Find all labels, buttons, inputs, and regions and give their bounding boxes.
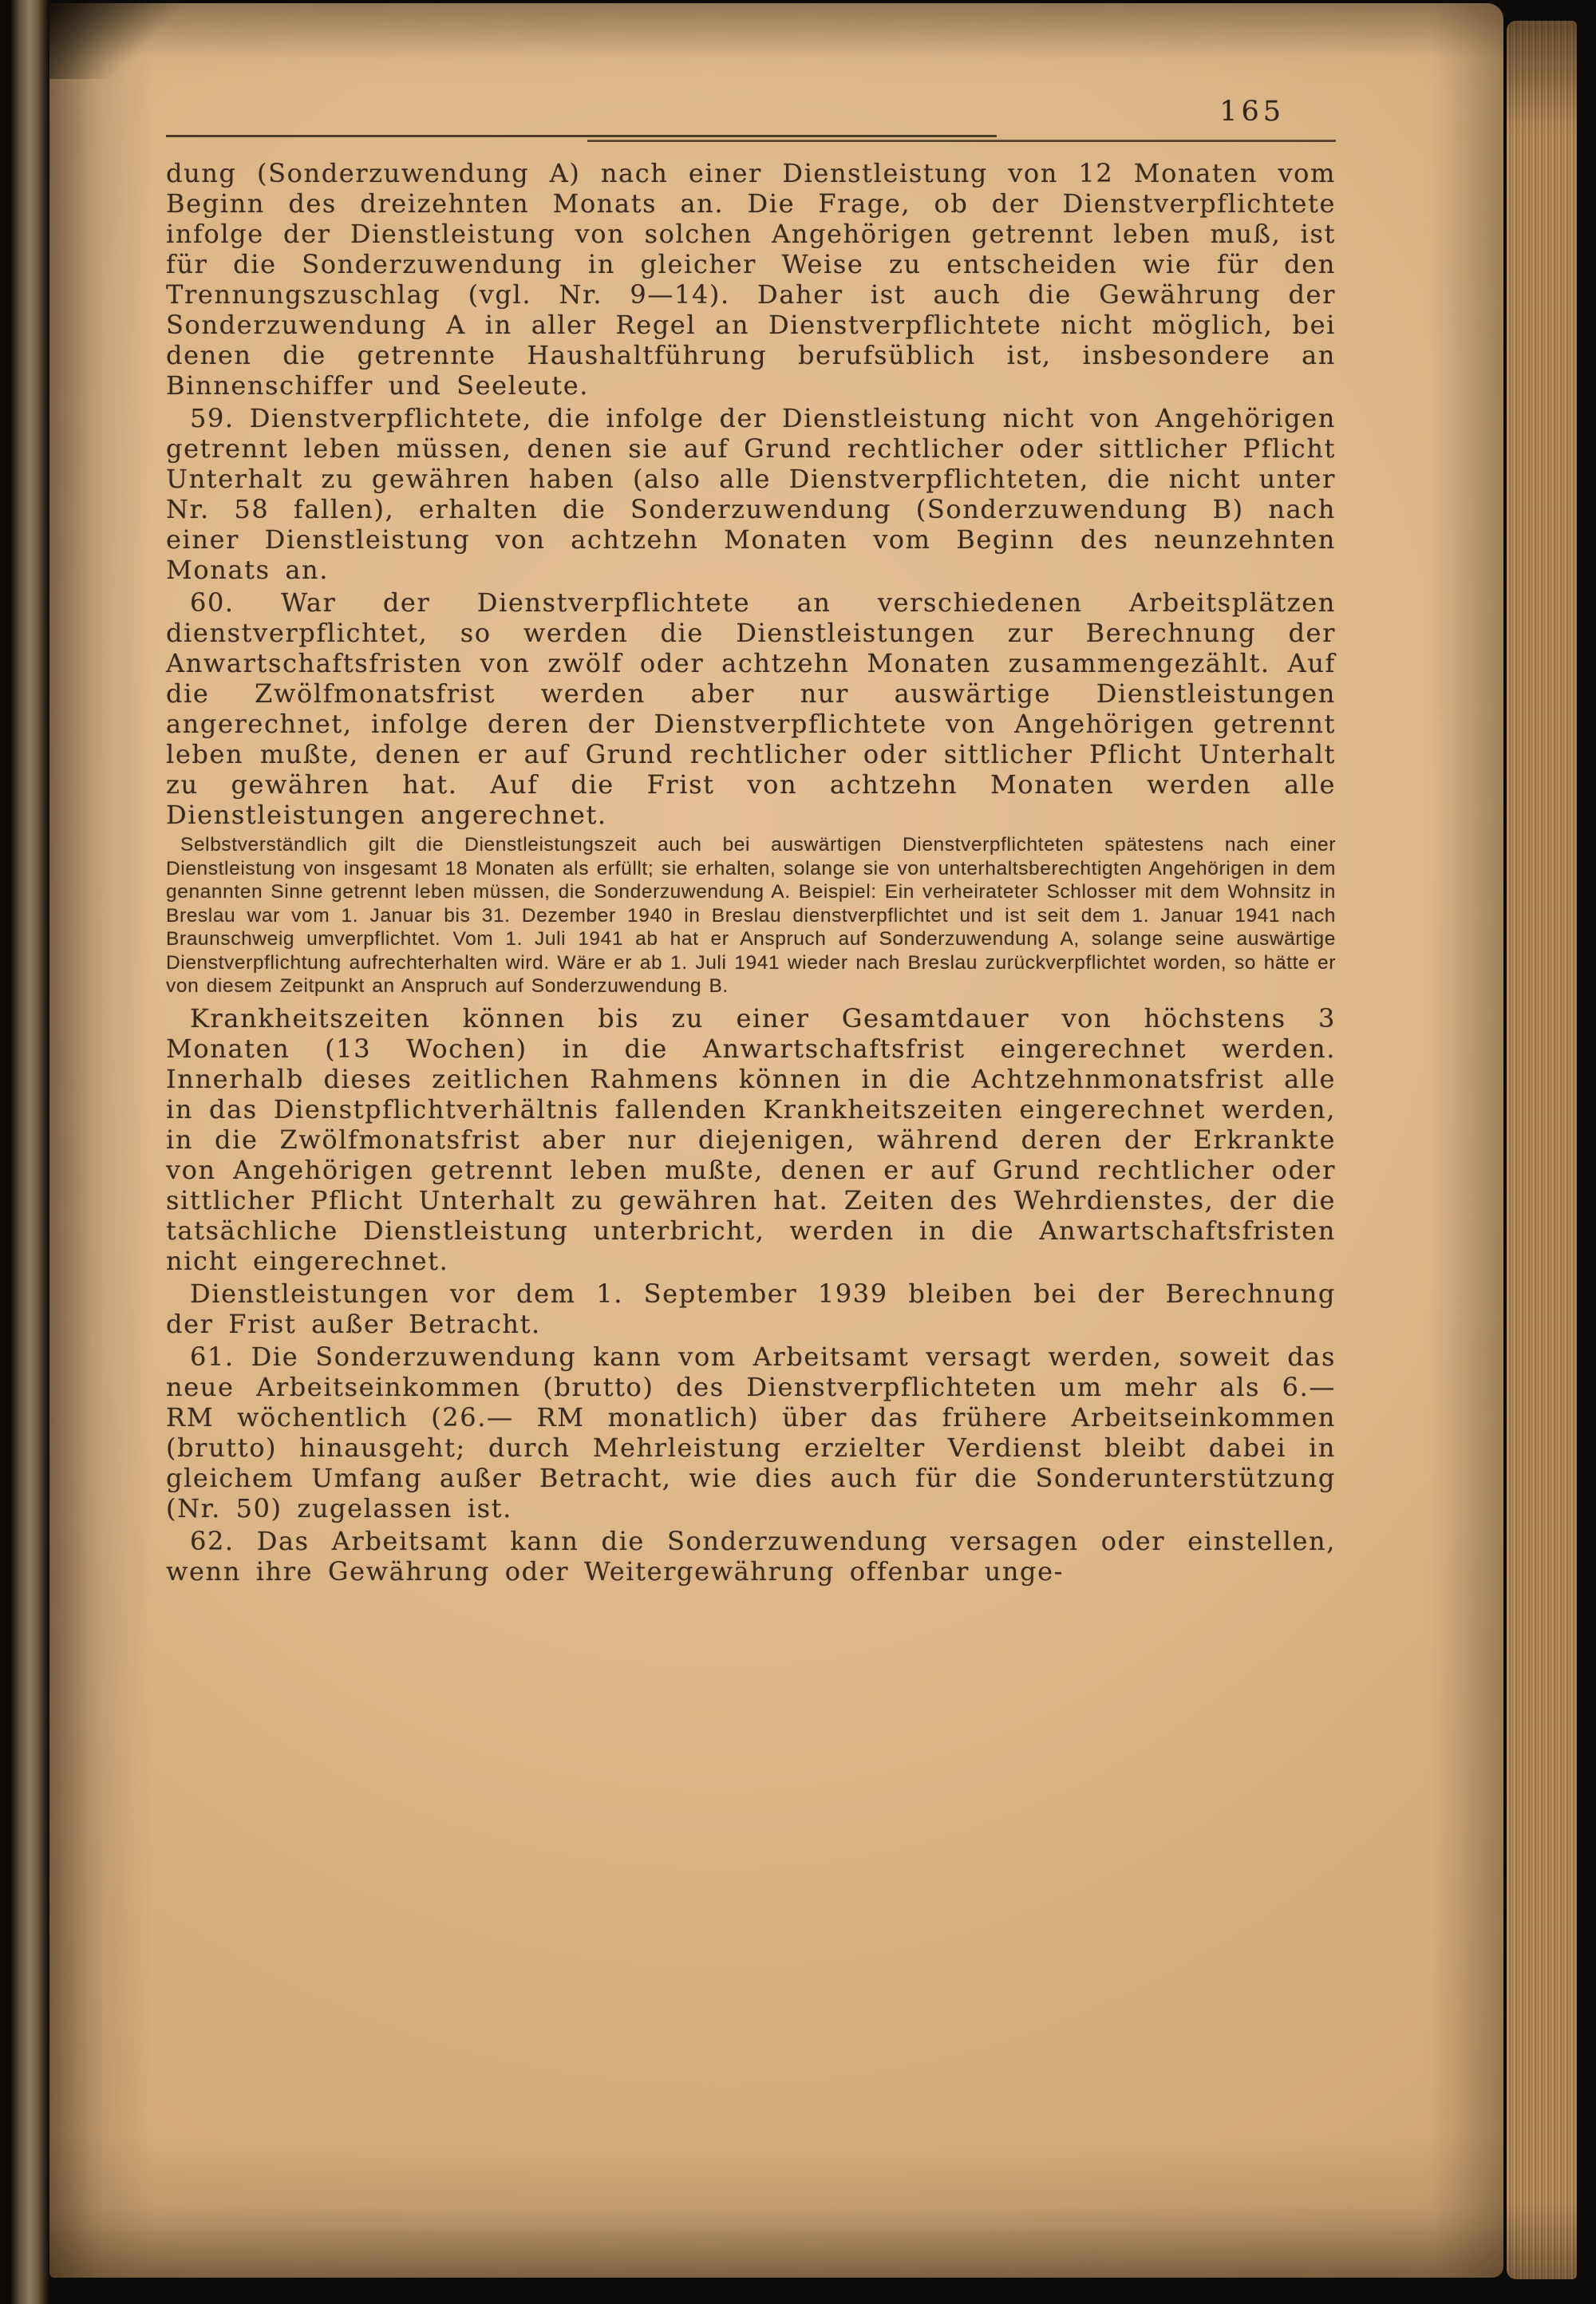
paragraph-section-60: 60. War der Dienstverpflichtete an verschiedenen Arbeitsplätzen dienstverpflichtet, so werden die Dienstleistungen zur Berechnung der Anwartschaftsfristen von zwölf oder achtzehn Monaten zusammengezählt. Auf die Zwölfmonatsfrist werden aber nur auswärtige Dienstleistungen angerechnet, infolge deren der Dienstverpflichtete von Angehörigen getrennt leben mußte, denen er auf Grund rechtlicher oder sittlicher Pflicht Unterhalt zu gewähren hat. Auf die Frist von achtzehn Monaten werden alle Dienstleistungen angerechnet.	[166, 587, 1336, 830]
header-rule	[166, 132, 1336, 145]
paragraph-section-62: 62. Das Arbeitsamt kann die Sonderzuwendung versagen oder einstellen, wenn ihre Gewährung oder Weitergewährung offenbar unge-	[166, 1525, 1336, 1587]
paragraph-section-61: 61. Die Sonderzuwendung kann vom Arbeitsamt versagt werden, soweit das neue Arbeitseinkommen (brutto) des Dienstverpflichteten um mehr als 6.— RM wöchentlich (26.— RM monatlich) über das frühere Arbeitseinkommen (brutto) hinausgeht; durch Mehrleistung erzielter Verdienst bleibt dabei in gleichem Umfang außer Betracht, wie dies auch für die Sonderunterstützung (Nr. 50) zugelassen ist.	[166, 1341, 1336, 1523]
page-number: 165	[1219, 96, 1285, 128]
paragraph-section-59: 59. Dienstverpflichtete, die infolge der Dienstleistung nicht von Angehörigen getrennt leben müssen, denen sie auf Grund rechtlicher oder sittlicher Pflicht Unterhalt zu gewähren haben (also alle Dienstverpflichteten, die nicht unter Nr. 58 fallen), erhalten die Sonderzuwendung (Sonderzuwendung B) nach einer Dienstleistung von achtzehn Monaten vom Beginn des neunzehnten Monats an.	[166, 403, 1336, 585]
page-header	[166, 96, 1336, 131]
left-page-edge	[11, 0, 49, 2304]
page-stack-fore-edge	[1507, 21, 1577, 2279]
book-page	[49, 3, 1503, 2278]
paragraph-continuation: dung (Sonderzuwendung A) nach einer Dienstleistung von 12 Monaten vom Beginn des dreizehnten Monats an. Die Frage, ob der Dienstverpflichtete infolge der Dienstleistung von solchen Angehörigen getrennt leben muß, ist für die Sonderzuwendung in gleicher Weise zu entscheiden wie für den Trennungszuschlag (vgl. Nr. 9—14). Daher ist auch die Gewährung der Sonderzuwendung A in aller Regel an Dienstverpflichtete nicht möglich, bei denen die getrennte Haushaltführung berufsüblich ist, insbesondere an Binnenschiffer und Seeleute.	[166, 158, 1336, 401]
paragraph-sick-periods: Krankheitszeiten können bis zu einer Gesamtdauer von höchstens 3 Monaten (13 Wochen) in die Anwartschaftsfrist eingerechnet werden. Innerhalb dieses zeitlichen Rahmens können in die Achtzehnmonatsfrist alle in das Dienstpflichtverhältnis fallenden Krankheitszeiten eingerechnet werden, in die Zwölfmonatsfrist aber nur diejenigen, während deren der Erkrankte von Angehörigen getrennt leben mußte, denen er auf Grund rechtlicher oder sittlicher Pflicht Unterhalt zu gewähren hat. Zeiten des Wehrdienstes, der die tatsächliche Dienstleistung unterbricht, werden in die Anwartschaftsfristen nicht eingerechnet.	[166, 1002, 1336, 1276]
header-rule-line-2	[587, 140, 1336, 142]
paragraph-pre-1939: Dienstleistungen vor dem 1. September 1939 bleiben bei der Berechnung der Frist außer Betracht.	[166, 1278, 1336, 1339]
header-rule-line-1	[166, 135, 997, 137]
paragraph-fine-print-example: Selbstverständlich gilt die Dienstleistungszeit auch bei auswärtigen Dienstverpflichteten spätestens nach einer Dienstleistung von insgesamt 18 Monaten als erfüllt; sie erhalten, solange sie von unterhaltsberechtigten Angehörigen in dem genannten Sinne getrennt leben müssen, die Sonderzuwendung A. Beispiel: Ein verheirateter Schlosser mit dem Wohnsitz in Breslau war vom 1. Januar bis 31. Dezember 1940 in Breslau dienstverpflichtet und ist seit dem 1. Januar 1941 nach Braunschweig umverpflichtet. Vom 1. Juli 1941 ab hat er Anspruch auf Sonderzuwendung A, solange seine auswärtige Dienstverpflichtung aufrechterhalten wird. Wäre er ab 1. Juli 1941 wieder nach Breslau zurückverpflichtet worden, so hätte er von diesem Zeitpunkt an Anspruch auf Sonderzuwendung B.	[166, 834, 1336, 997]
page-content	[166, 96, 1336, 1589]
